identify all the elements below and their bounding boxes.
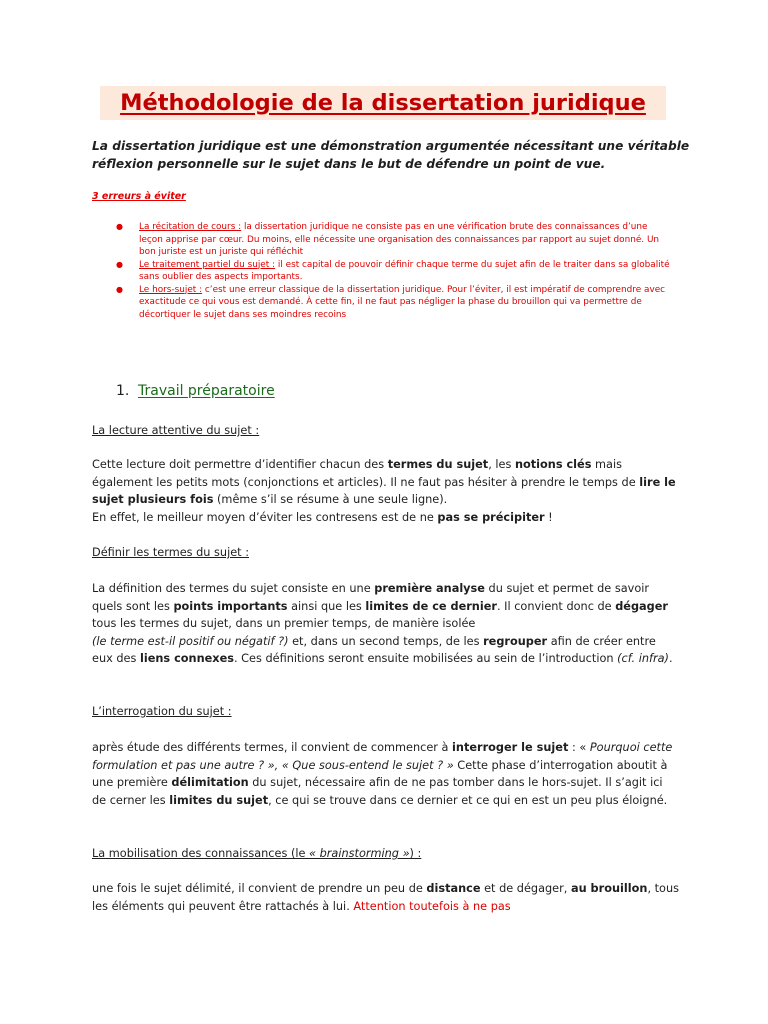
section-number: 1. [116, 383, 130, 399]
text-run: La mobilisation des connaissances (le [92, 847, 310, 860]
bold-run: pas se précipiter [437, 510, 545, 524]
error-text: la dissertation juridique ne consiste pas en une vérification brute des connaissances d’une leçon apprise par cœur. Du moins, elle nécessite une organisation des connaissances par rapport au sujet donné. Un bon juriste est un juriste qui réfléchit [139, 222, 660, 257]
text-run: , les [488, 458, 515, 471]
bold-run: lire le sujet plusieurs fois [92, 475, 676, 507]
list-item [116, 284, 674, 322]
text-run: mais également les petits mots (conjonctions et articles). Il ne faut pas hésiter à prendre le temps de [92, 458, 640, 489]
intro-paragraph: La dissertation juridique est une démonstration argumentée nécessitant une véritable réflexion personnelle sur le sujet dans le but de défendre un point de vue. [92, 139, 690, 171]
bullet-icon: ● [116, 284, 123, 294]
text-run: . Ces définitions seront ensuite mobilisées au sein de l’introduction [233, 652, 618, 666]
text-run: La définition des termes du sujet consiste en une [92, 582, 375, 595]
subheading-definir: Définir les termes du sujet : [92, 546, 250, 559]
text-run: ! [544, 510, 553, 524]
error-term: Le traitement partiel du sujet : [139, 259, 276, 270]
text-run: (même s’il se résume à une seule ligne). [213, 493, 448, 507]
text-run: . [668, 652, 673, 666]
bold-run: interroger le sujet [452, 741, 569, 754]
list-item [116, 259, 674, 284]
text-run: et de dégager, [480, 882, 571, 895]
bold-run: regrouper [483, 634, 548, 648]
bold-run: première analyse [374, 582, 485, 595]
text-run: , tous les éléments qui peuvent être rattachés à lui. [92, 882, 680, 913]
bold-run: points importants [173, 599, 288, 613]
errors-list [116, 221, 674, 321]
text-run: du sujet, nécessaire afin de ne pas tomber dans le hors-sujet. Il s’agit ici de cerner les [92, 776, 663, 807]
text-run: . Il convient donc de [496, 599, 616, 613]
error-text: il est capital de pouvoir définir chaque terme du sujet afin de le traiter dans sa globalité sans oublier des aspects importants. [139, 259, 670, 282]
text-run: après étude des différents termes, il convient de commencer à [92, 741, 453, 754]
text-run: tous les termes du sujet, dans un premier temps, de manière isolée [92, 617, 476, 631]
text-run: Cette lecture doit permettre d’identifier chacun des [92, 458, 388, 471]
paragraph-interrogation [92, 739, 680, 809]
error-text: c’est une erreur classique de la dissertation juridique. Pour l’éviter, il est impératif de comprendre avec exactitude ce qui vous est demandé. À cette fin, il ne faut pas négliger la phase du brouillon qui va permettre de décortiquer le sujet dans ses moindres recoins [139, 284, 666, 320]
error-term: La récitation de cours : [139, 222, 242, 232]
bold-run: au brouillon [570, 882, 648, 895]
text-run: une fois le sujet délimité, il convient de prendre un peu de [92, 882, 427, 895]
subheading-mobilisation [92, 846, 421, 862]
subheading-lecture: La lecture attentive du sujet : [92, 424, 260, 437]
paragraph-mobilisation [92, 880, 680, 915]
errors-heading: 3 erreurs à éviter [92, 191, 186, 202]
bold-run: termes du sujet [387, 458, 489, 471]
text-run: , ce qui se trouve dans ce dernier et ce qui en est un peu plus éloigné. [268, 793, 668, 807]
text-run: ainsi que les [287, 599, 366, 613]
error-term: Le hors-sujet : [139, 284, 203, 295]
subheading-interrogation: L’interrogation du sujet : [92, 705, 232, 718]
italic-run: « brainstorming » [309, 847, 410, 860]
text-run: afin de créer entre eux des [92, 634, 656, 666]
paragraph-lecture [92, 456, 680, 526]
text-run: : « [568, 741, 590, 754]
section-label: Travail préparatoire [138, 383, 275, 399]
text-run: et, dans un second temps, de les [288, 634, 484, 648]
list-item [116, 221, 674, 259]
text-run: En effet, le meilleur moyen d’éviter les contresens est de ne [92, 510, 438, 524]
text-run: Cette phase d’interrogation aboutit à une première [92, 758, 668, 790]
text-run: ) : [409, 847, 422, 860]
italic-run: (le terme est-il positif ou négatif ?) [92, 634, 289, 648]
italic-run: Pourquoi cette formulation et pas une autre ? », « Que sous-entend le sujet ? » [92, 741, 673, 772]
italic-run: (cf. infra) [617, 652, 669, 666]
bold-run: limites de ce dernier [365, 599, 497, 613]
section-title [116, 381, 275, 401]
text-run: du sujet et permet de savoir quels sont les [92, 582, 650, 613]
bold-run: distance [426, 882, 481, 895]
bold-run: dégager [615, 599, 668, 613]
bold-run: notions clés [514, 458, 592, 471]
bullet-icon: ● [116, 259, 123, 269]
bullet-icon: ● [116, 222, 123, 231]
document-title: Méthodologie de la dissertation juridique [100, 86, 666, 120]
bold-run: liens connexes [139, 652, 234, 666]
bold-run: limites du sujet [169, 793, 269, 807]
paragraph-definir [92, 580, 680, 668]
bold-run: délimitation [171, 776, 249, 790]
warning-run: Attention toutefois à ne pas [353, 899, 511, 913]
